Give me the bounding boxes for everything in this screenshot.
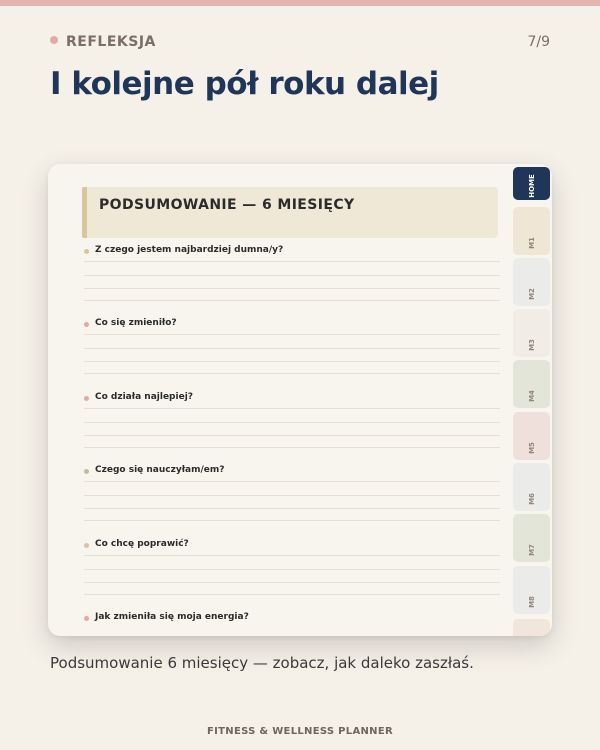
writing-line[interactable]: [84, 275, 500, 276]
writing-line[interactable]: [84, 555, 500, 556]
tab-label: M1: [527, 237, 536, 249]
planner-preview: [48, 164, 552, 636]
section-dot-icon: [50, 36, 58, 44]
question-bullet-icon: [84, 249, 89, 254]
question-bullet-icon: [84, 469, 89, 474]
writing-line[interactable]: [84, 408, 500, 409]
question-text: Jak zmieniła się moja energia?: [95, 612, 249, 622]
writing-line[interactable]: [84, 361, 500, 362]
top-accent-bar: [0, 0, 600, 6]
planner-page: [48, 164, 512, 636]
writing-line[interactable]: [84, 261, 500, 262]
writing-line[interactable]: [84, 373, 500, 374]
header-accent: [82, 187, 87, 238]
writing-line[interactable]: [84, 495, 500, 496]
tab-m2[interactable]: [513, 258, 550, 306]
question-text: Co działa najlepiej?: [95, 391, 193, 402]
writing-line[interactable]: [84, 435, 500, 436]
planner-header: [82, 187, 498, 238]
tab-m7[interactable]: [513, 514, 550, 562]
writing-line[interactable]: [84, 288, 500, 289]
tab-m8[interactable]: [513, 566, 550, 614]
footer-brand: FITNESS & WELLNESS PLANNER: [207, 726, 393, 737]
writing-line[interactable]: [84, 348, 500, 349]
page-title: I kolejne pół roku dalej: [50, 66, 439, 102]
section-label: REFLEKSJA: [66, 34, 156, 50]
tab-m3[interactable]: [513, 309, 550, 357]
writing-line[interactable]: [84, 481, 500, 482]
question-bullet-icon: [84, 616, 89, 621]
section-header: [50, 34, 550, 52]
writing-line[interactable]: [84, 447, 500, 448]
tab-home[interactable]: [513, 167, 550, 200]
question-text: Co chcę poprawić?: [95, 538, 189, 549]
writing-line[interactable]: [84, 300, 500, 301]
tab-label: M8: [527, 596, 536, 608]
tab-m6[interactable]: [513, 463, 550, 511]
tab-label: HOME: [527, 174, 536, 198]
writing-line[interactable]: [84, 569, 500, 570]
writing-line[interactable]: [84, 334, 500, 335]
tab-m4[interactable]: [513, 360, 550, 408]
question-text: Co się zmieniło?: [95, 318, 177, 329]
writing-line[interactable]: [84, 594, 500, 595]
question-bullet-icon: [84, 543, 89, 548]
tab-next[interactable]: [513, 619, 550, 636]
writing-line[interactable]: [84, 422, 500, 423]
caption: Podsumowanie 6 miesięcy — zobacz, jak daleko zaszłaś.: [50, 654, 474, 672]
tab-m5[interactable]: [513, 412, 550, 460]
tab-label: M5: [527, 442, 536, 454]
question-bullet-icon: [84, 322, 89, 327]
tab-label: M4: [527, 390, 536, 402]
writing-line[interactable]: [84, 520, 500, 521]
tab-label: M6: [527, 493, 536, 505]
question-text: Z czego jestem najbardziej dumna/y?: [95, 245, 284, 255]
tab-label: M3: [527, 339, 536, 351]
tab-label: M2: [527, 288, 536, 300]
writing-line[interactable]: [84, 582, 500, 583]
planner-header-title: PODSUMOWANIE — 6 MIESIĘCY: [99, 197, 355, 213]
writing-line[interactable]: [84, 508, 500, 509]
question-bullet-icon: [84, 396, 89, 401]
tab-label: M7: [527, 544, 536, 556]
tab-m1[interactable]: [513, 207, 550, 255]
month-tab-strip: [512, 164, 552, 636]
question-text: Czego się nauczyłam/em?: [95, 465, 225, 476]
page-counter: 7/9: [527, 34, 550, 50]
